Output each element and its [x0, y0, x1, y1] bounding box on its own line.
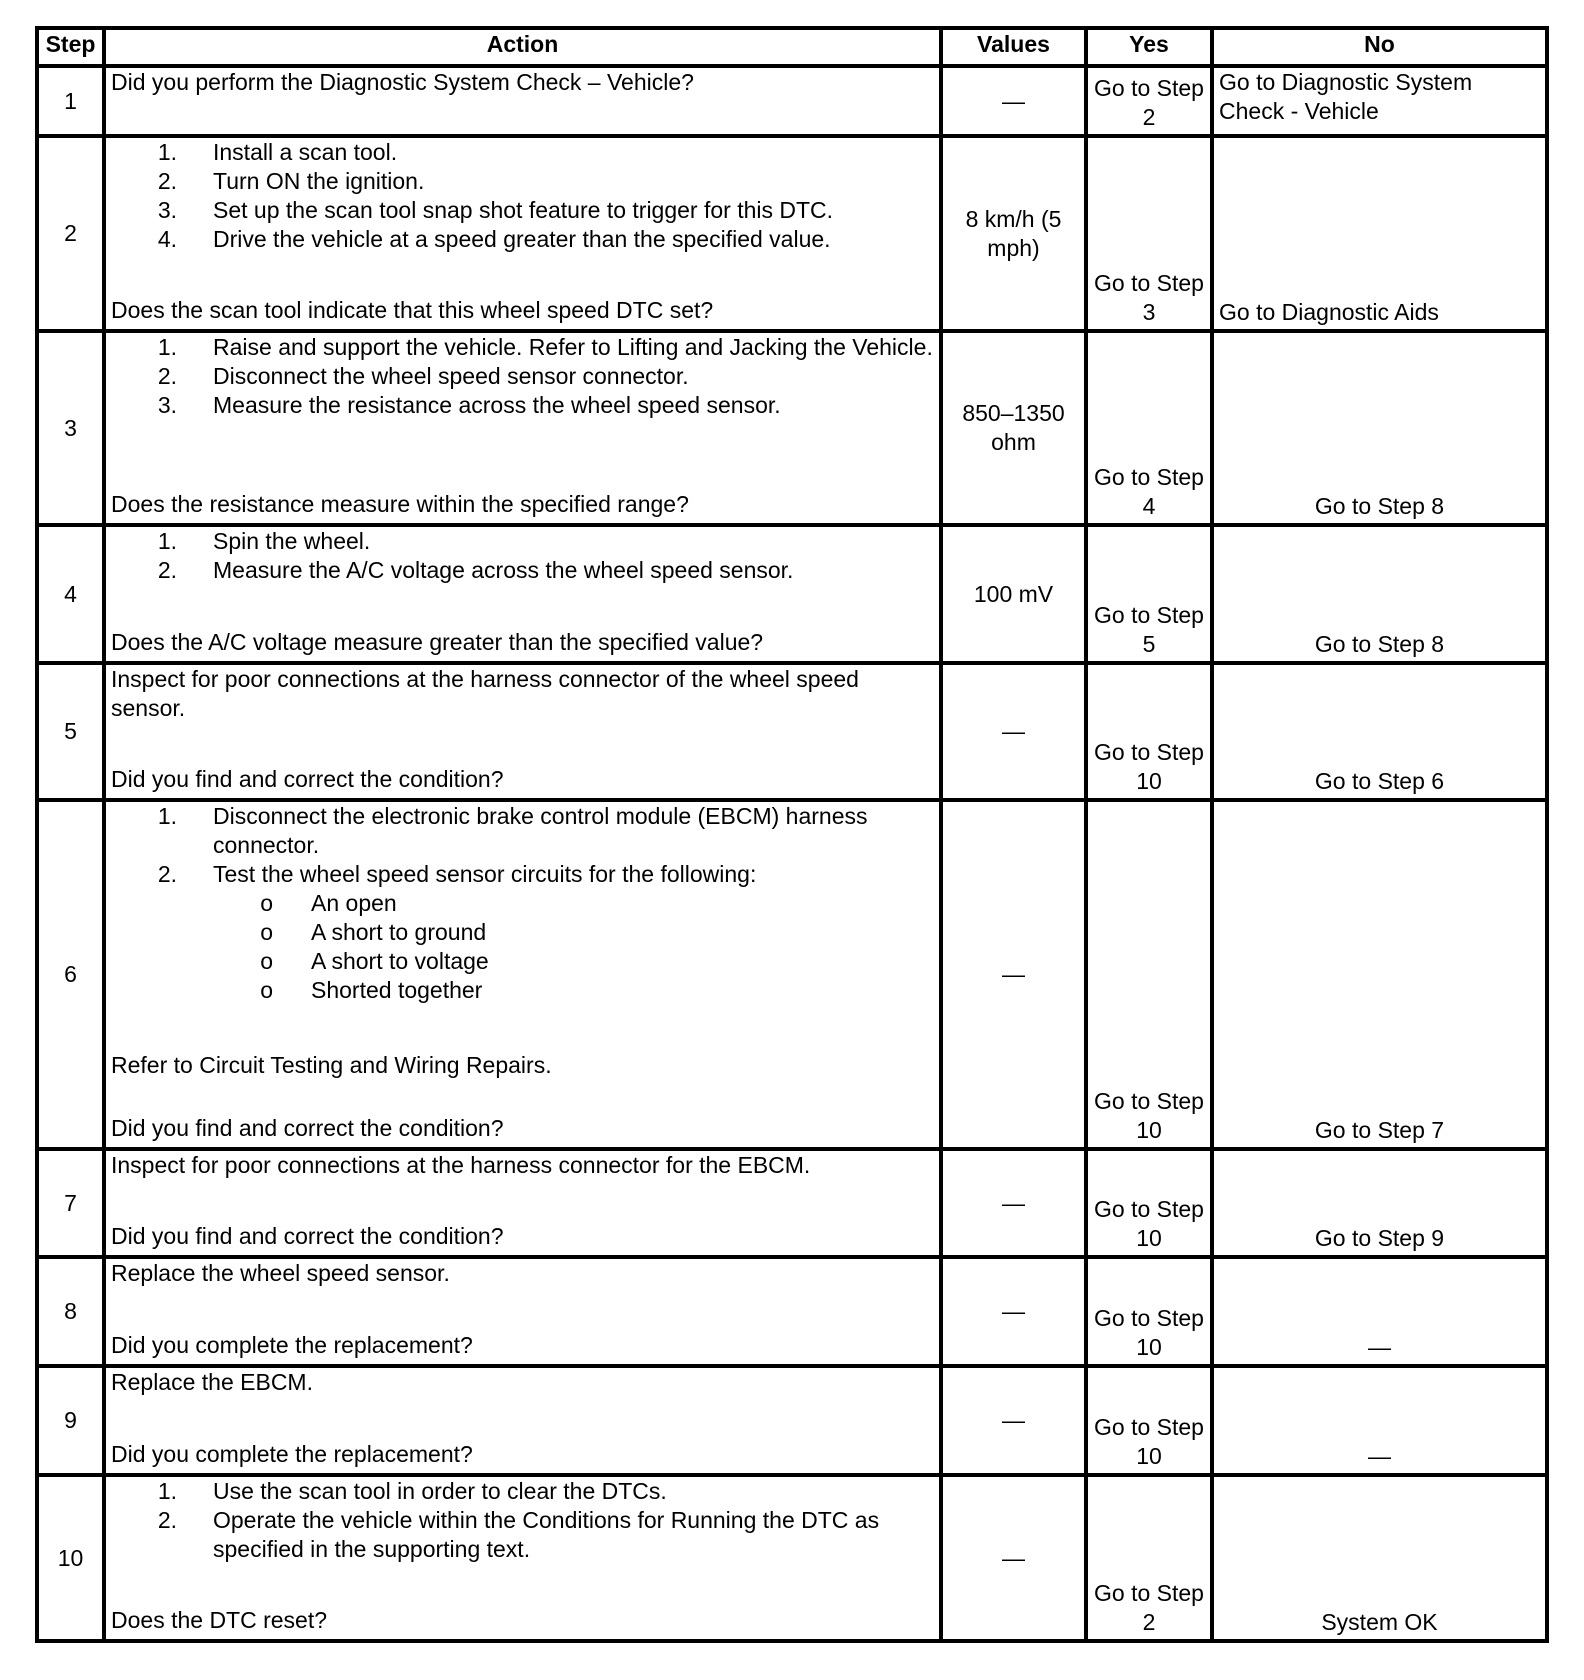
action-step: 2. Operate the vehicle within the Conditions for Running the DTC as specified in the supporting text.	[157, 1507, 880, 1562]
table-row	[37, 800, 1547, 1149]
value-cell: —	[941, 800, 1086, 1149]
step-number: 4	[37, 525, 104, 663]
yes-cell: Go to Step 2	[1086, 66, 1212, 136]
table-row	[37, 1149, 1547, 1257]
yes-cell: Go to Step 5	[1086, 525, 1212, 663]
diagnostic-table	[35, 26, 1549, 1643]
step-number: 2	[37, 136, 104, 331]
action-steps	[111, 802, 934, 889]
value-cell: —	[941, 663, 1086, 800]
yes-cell: Go to Step 3	[1086, 136, 1212, 331]
action-cell	[104, 331, 941, 525]
no-cell: Go to Step 7	[1212, 800, 1547, 1149]
action-cell	[104, 136, 941, 331]
table-row	[37, 1366, 1547, 1475]
value-cell: —	[941, 66, 1086, 136]
step-number: 3	[37, 331, 104, 525]
action-note: Refer to Circuit Testing and Wiring Repairs.	[111, 1052, 552, 1078]
action-step: 2. Turn ON the ignition.	[157, 168, 425, 194]
no-cell: System OK	[1212, 1475, 1547, 1641]
table-row	[37, 331, 1547, 525]
action-step: 4. Drive the vehicle at a speed greater than the specified value.	[157, 226, 831, 252]
table-row	[37, 663, 1547, 800]
action-cell	[104, 1475, 941, 1641]
table-row	[37, 525, 1547, 663]
value-cell: —	[941, 1149, 1086, 1257]
action-cell	[104, 66, 941, 136]
action-step: 1. Spin the wheel.	[157, 528, 371, 554]
action-question: Does the DTC reset?	[111, 1607, 328, 1633]
step-number: 9	[37, 1366, 104, 1475]
header-no: No	[1212, 28, 1547, 66]
action-cell	[104, 525, 941, 663]
bullet-item: o A short to ground	[260, 919, 487, 945]
value-cell: 100 mV	[941, 525, 1086, 663]
header-values: Values	[941, 28, 1086, 66]
yes-cell: Go to Step 10	[1086, 1149, 1212, 1257]
value-cell: —	[941, 1475, 1086, 1641]
table-row	[37, 66, 1547, 136]
action-step: 1. Raise and support the vehicle. Refer to Lifting and Jacking the Vehicle.	[157, 334, 933, 360]
step-number: 5	[37, 663, 104, 800]
bullet-item: o An open	[260, 890, 397, 916]
step-number: 8	[37, 1257, 104, 1366]
action-cell	[104, 663, 941, 800]
yes-cell: Go to Step 4	[1086, 331, 1212, 525]
table-row	[37, 1257, 1547, 1366]
action-question: Did you complete the replacement?	[111, 1441, 473, 1467]
yes-cell: Go to Step 10	[1086, 1257, 1212, 1366]
action-step: 2. Test the wheel speed sensor circuits for the following:	[157, 861, 757, 887]
action-question: Does the A/C voltage measure greater than the specified value?	[111, 629, 764, 655]
action-steps	[111, 1477, 934, 1564]
action-question: Does the resistance measure within the specified range?	[111, 491, 689, 517]
yes-cell: Go to Step 2	[1086, 1475, 1212, 1641]
no-cell: Go to Diagnostic System Check - Vehicle	[1212, 66, 1547, 136]
action-steps	[111, 333, 934, 420]
no-cell: Go to Step 9	[1212, 1149, 1547, 1257]
action-question: Did you find and correct the condition?	[111, 1115, 504, 1141]
no-cell: Go to Step 8	[1212, 331, 1547, 525]
action-step: 1. Disconnect the electronic brake control module (EBCM) harness connector.	[157, 803, 868, 858]
value-cell: 8 km/h (5 mph)	[941, 136, 1086, 331]
value-cell: —	[941, 1257, 1086, 1366]
action-intro: Inspect for poor connections at the harness connector of the wheel speed sensor.	[111, 666, 859, 721]
header-step: Step	[37, 28, 104, 66]
action-step: 3. Set up the scan tool snap shot feature to trigger for this DTC.	[157, 197, 834, 223]
action-intro: Did you perform the Diagnostic System Check – Vehicle?	[111, 69, 694, 95]
action-intro: Replace the EBCM.	[111, 1369, 313, 1395]
action-steps	[111, 527, 934, 585]
action-step: 1. Use the scan tool in order to clear the DTCs.	[157, 1478, 667, 1504]
action-question: Does the scan tool indicate that this wheel speed DTC set?	[111, 297, 714, 323]
action-intro: Replace the wheel speed sensor.	[111, 1260, 450, 1286]
action-question: Did you find and correct the condition?	[111, 1223, 504, 1249]
step-number: 1	[37, 66, 104, 136]
value-cell: —	[941, 1366, 1086, 1475]
header-action: Action	[104, 28, 941, 66]
step-number: 7	[37, 1149, 104, 1257]
yes-cell: Go to Step 10	[1086, 663, 1212, 800]
action-question: Did you complete the replacement?	[111, 1332, 473, 1358]
no-cell: —	[1212, 1257, 1547, 1366]
no-cell: Go to Diagnostic Aids	[1212, 136, 1547, 331]
action-step: 2. Measure the A/C voltage across the wheel speed sensor.	[157, 557, 794, 583]
yes-cell: Go to Step 10	[1086, 1366, 1212, 1475]
action-cell	[104, 800, 941, 1149]
step-number: 10	[37, 1475, 104, 1641]
action-intro: Inspect for poor connections at the harness connector for the EBCM.	[111, 1152, 811, 1178]
action-step: 1. Install a scan tool.	[157, 139, 398, 165]
bullet-list	[111, 889, 934, 1005]
bullet-item: o Shorted together	[260, 977, 483, 1003]
action-steps	[111, 138, 934, 254]
action-step: 2. Disconnect the wheel speed sensor connector.	[157, 363, 689, 389]
table-row	[37, 1475, 1547, 1641]
action-cell	[104, 1366, 941, 1475]
value-cell: 850–1350 ohm	[941, 331, 1086, 525]
no-cell: Go to Step 6	[1212, 663, 1547, 800]
action-step: 3. Measure the resistance across the wheel speed sensor.	[157, 392, 781, 418]
table-row	[37, 136, 1547, 331]
action-cell	[104, 1257, 941, 1366]
bullet-item: o A short to voltage	[260, 948, 489, 974]
yes-cell: Go to Step 10	[1086, 800, 1212, 1149]
no-cell: —	[1212, 1366, 1547, 1475]
header-yes: Yes	[1086, 28, 1212, 66]
action-question: Did you find and correct the condition?	[111, 766, 504, 792]
step-number: 6	[37, 800, 104, 1149]
action-cell	[104, 1149, 941, 1257]
header-row	[37, 28, 1547, 66]
no-cell: Go to Step 8	[1212, 525, 1547, 663]
